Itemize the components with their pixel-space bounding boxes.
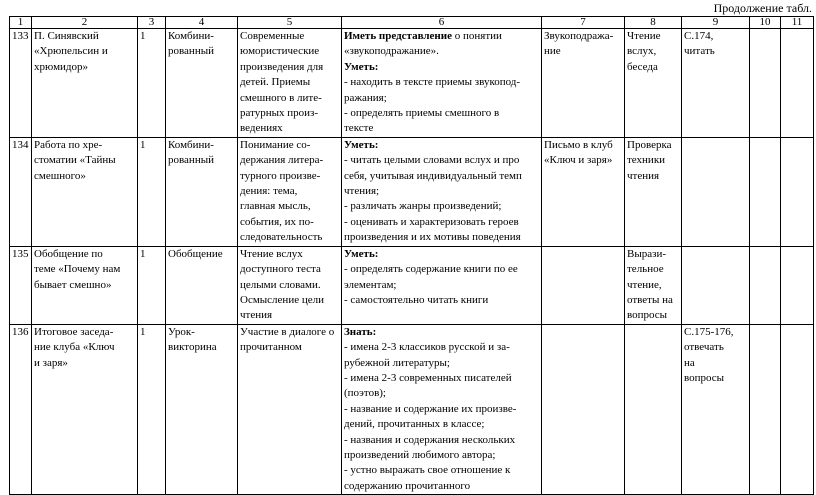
lesson-topic-cell: [32, 29, 138, 138]
text-line: дения: тема,: [240, 185, 298, 198]
text-line: бывает смешно»: [34, 278, 112, 291]
text-line: [344, 278, 539, 293]
expected-results-cell: [342, 324, 542, 494]
plain-text: - определять содержание книги по ее: [344, 263, 518, 276]
plain-text: - имена 2-3 современных писателей: [344, 371, 512, 384]
homework-cell: [682, 137, 750, 246]
table-row: [10, 246, 814, 324]
text-line: Письмо в клуб: [544, 138, 613, 151]
text-line: доступного теста: [240, 263, 321, 276]
text-line: чтения: [627, 169, 660, 182]
text-line: Комбини-: [168, 138, 214, 151]
homework-cell: [682, 29, 750, 138]
text-line: Осмысление цели: [240, 293, 324, 306]
column-11-cell: [781, 137, 814, 246]
plain-text: - имена 2-3 классиков русской и за-: [344, 341, 510, 354]
text-line: [344, 91, 539, 106]
plain-text: - оценивать и характеризовать героев: [344, 215, 519, 228]
text-line: П. Синявский: [34, 30, 99, 42]
column-number: 9: [682, 17, 750, 29]
text-line: тельное: [627, 263, 664, 276]
column-number: 5: [238, 17, 342, 29]
table-row: [10, 324, 814, 494]
text-line: юмористические: [240, 45, 320, 58]
lesson-topic-cell: [32, 246, 138, 324]
text-line: вопросы: [684, 371, 725, 384]
homework-cell: [682, 324, 750, 494]
text-line: ратурных произ-: [240, 107, 319, 120]
lesson-type-cell: [166, 324, 238, 494]
bold-term: Уметь:: [344, 60, 379, 73]
plain-text: содержанию прочитанного: [344, 479, 471, 492]
text-line: Современные: [240, 30, 305, 42]
text-line: [344, 262, 539, 277]
text-line: главная мысль,: [240, 200, 311, 213]
column-10-cell: [750, 137, 781, 246]
column-11-cell: [781, 29, 814, 138]
text-line: [344, 293, 539, 308]
control-type-cell: [625, 324, 682, 494]
text-line: техники: [627, 154, 666, 167]
text-line: [344, 153, 539, 168]
text-line: [344, 386, 539, 401]
text-line: [344, 448, 539, 463]
column-number: 8: [625, 17, 682, 29]
text-line: Урок-: [168, 325, 195, 338]
text-line: Работа по хре-: [34, 138, 103, 151]
text-line: стоматии «Тайны: [34, 154, 116, 167]
text-line: целыми словами.: [240, 278, 321, 291]
text-line: Чтение вслух: [240, 247, 303, 260]
bold-term: Уметь:: [344, 247, 379, 260]
text-line: ведениях: [240, 122, 283, 135]
lesson-type-cell: [166, 137, 238, 246]
text-line: прочитанном: [240, 341, 302, 354]
text-line: произведения для: [240, 60, 324, 73]
text-line: вслух,: [627, 45, 657, 58]
text-line: смешного»: [34, 169, 86, 182]
text-line: смешного в лите-: [240, 91, 322, 104]
expected-results-cell: [342, 29, 542, 138]
text-line: [344, 106, 539, 121]
text-line: следовательность: [240, 231, 323, 244]
hours-cell: 1: [138, 246, 166, 324]
plain-text: - различать жанры произведений;: [344, 200, 502, 213]
text-line: [344, 60, 539, 75]
column-number: 11: [781, 17, 814, 29]
plain-text: себя, учитывая индивидуальный темп: [344, 169, 522, 182]
lesson-topic-cell: [32, 324, 138, 494]
plain-text: произведения и их мотивы поведения: [344, 231, 521, 244]
text-line: [344, 121, 539, 136]
plain-text: дений, прочитанных в классе;: [344, 418, 485, 431]
plain-text: «звукоподражание».: [344, 45, 439, 58]
plain-text: рубежной литературы;: [344, 356, 450, 369]
text-line: хрюмидор»: [34, 60, 89, 73]
text-line: [344, 199, 539, 214]
plain-text: тексте: [344, 122, 374, 135]
plain-text: о понятии: [452, 30, 502, 42]
column-number: 7: [542, 17, 625, 29]
column-number: 2: [32, 17, 138, 29]
text-line: события, их по-: [240, 215, 314, 228]
lesson-type-cell: [166, 29, 238, 138]
text-line: [344, 75, 539, 90]
text-line: отвечать: [684, 341, 724, 354]
text-line: Участие в диалоге о: [240, 325, 335, 338]
lesson-number-cell: 133: [10, 29, 32, 138]
text-line: вопросы: [627, 309, 668, 322]
content-cell: [238, 324, 342, 494]
hours-cell: 1: [138, 29, 166, 138]
column-11-cell: [781, 324, 814, 494]
text-line: «Ключ и заря»: [544, 154, 613, 167]
text-line: Итоговое заседа-: [34, 325, 114, 338]
text-line: рованный: [168, 45, 214, 58]
column-number: 10: [750, 17, 781, 29]
text-line: [344, 433, 539, 448]
hours-cell: 1: [138, 324, 166, 494]
bold-term: Иметь представление: [344, 30, 452, 42]
control-type-cell: [625, 137, 682, 246]
expected-results-cell: [342, 246, 542, 324]
content-cell: [238, 29, 342, 138]
text-line: [344, 356, 539, 371]
text-line: чтения: [240, 309, 273, 322]
text-line: С.175-176,: [684, 325, 734, 338]
text-line: [344, 169, 539, 184]
expected-results-cell: [342, 137, 542, 246]
plain-text: - название и содержание их произве-: [344, 402, 517, 415]
bold-term: Знать:: [344, 325, 377, 338]
text-line: на: [684, 356, 695, 369]
column-number: 4: [166, 17, 238, 29]
content-cell: [238, 246, 342, 324]
text-line: читать: [684, 45, 715, 58]
lesson-plan-table: [9, 16, 814, 495]
column-11-cell: [781, 246, 814, 324]
text-line: [344, 215, 539, 230]
vocabulary-cell: [542, 324, 625, 494]
homework-cell: [682, 246, 750, 324]
text-line: держания литера-: [240, 154, 324, 167]
lesson-type-cell: [166, 246, 238, 324]
plain-text: - устно выражать свое отношение к: [344, 464, 511, 477]
vocabulary-cell: [542, 246, 625, 324]
text-line: турного произве-: [240, 169, 321, 182]
text-line: ние: [544, 45, 561, 58]
control-type-cell: [625, 29, 682, 138]
text-line: [344, 184, 539, 199]
column-number-row: [10, 17, 814, 29]
plain-text: элементам;: [344, 278, 397, 291]
text-line: [344, 247, 539, 262]
plain-text: (поэтов);: [344, 387, 386, 400]
bold-term: Уметь:: [344, 138, 379, 151]
text-line: Звукоподража-: [544, 30, 614, 42]
text-line: [344, 463, 539, 478]
text-line: Комбини-: [168, 30, 214, 42]
control-type-cell: [625, 246, 682, 324]
text-line: рованный: [168, 154, 214, 167]
column-10-cell: [750, 324, 781, 494]
text-line: [344, 29, 539, 44]
vocabulary-cell: [542, 137, 625, 246]
text-line: Проверка: [627, 138, 672, 151]
text-line: детей. Приемы: [240, 76, 311, 89]
text-line: «Хрюпельсин и: [34, 45, 108, 58]
vocabulary-cell: [542, 29, 625, 138]
text-line: [344, 138, 539, 153]
plain-text: - названия и содержания нескольких: [344, 433, 516, 446]
text-line: теме «Почему нам: [34, 263, 121, 276]
text-line: чтение,: [627, 278, 662, 291]
column-number: 1: [10, 17, 32, 29]
text-line: и заря»: [34, 356, 68, 369]
text-line: [344, 479, 539, 494]
lesson-number-cell: 134: [10, 137, 32, 246]
plain-text: чтения;: [344, 185, 380, 198]
plain-text: - находить в тексте приемы звукопод-: [344, 76, 521, 89]
plain-text: - определять приемы смешного в: [344, 107, 500, 120]
table-row: [10, 137, 814, 246]
plain-text: произведений любимого автора;: [344, 448, 496, 461]
text-line: [344, 340, 539, 355]
plain-text: ражания;: [344, 91, 387, 104]
hours-cell: 1: [138, 137, 166, 246]
text-line: Обобщение по: [34, 247, 103, 260]
text-line: Понимание со-: [240, 138, 311, 151]
column-number: 6: [342, 17, 542, 29]
text-line: [344, 44, 539, 59]
text-line: [344, 371, 539, 386]
table-caption: Продолжение табл.: [713, 1, 812, 15]
text-line: ние клуба «Ключ: [34, 341, 115, 354]
lesson-number-cell: 136: [10, 324, 32, 494]
column-10-cell: [750, 29, 781, 138]
content-cell: [238, 137, 342, 246]
column-number: 3: [138, 17, 166, 29]
text-line: викторина: [168, 341, 217, 354]
plain-text: - самостоятельно читать книги: [344, 293, 489, 306]
text-line: Чтение: [627, 30, 661, 42]
text-line: ответы на: [627, 293, 673, 306]
text-line: Вырази-: [627, 247, 667, 260]
column-10-cell: [750, 246, 781, 324]
table-row: [10, 29, 814, 138]
text-line: Обобщение: [168, 247, 223, 260]
lesson-topic-cell: [32, 137, 138, 246]
plain-text: - читать целыми словами вслух и про: [344, 154, 520, 167]
text-line: [344, 402, 539, 417]
text-line: [344, 325, 539, 340]
text-line: [344, 417, 539, 432]
text-line: беседа: [627, 60, 658, 73]
text-line: [344, 230, 539, 245]
text-line: С.174,: [684, 30, 714, 42]
lesson-number-cell: 135: [10, 246, 32, 324]
